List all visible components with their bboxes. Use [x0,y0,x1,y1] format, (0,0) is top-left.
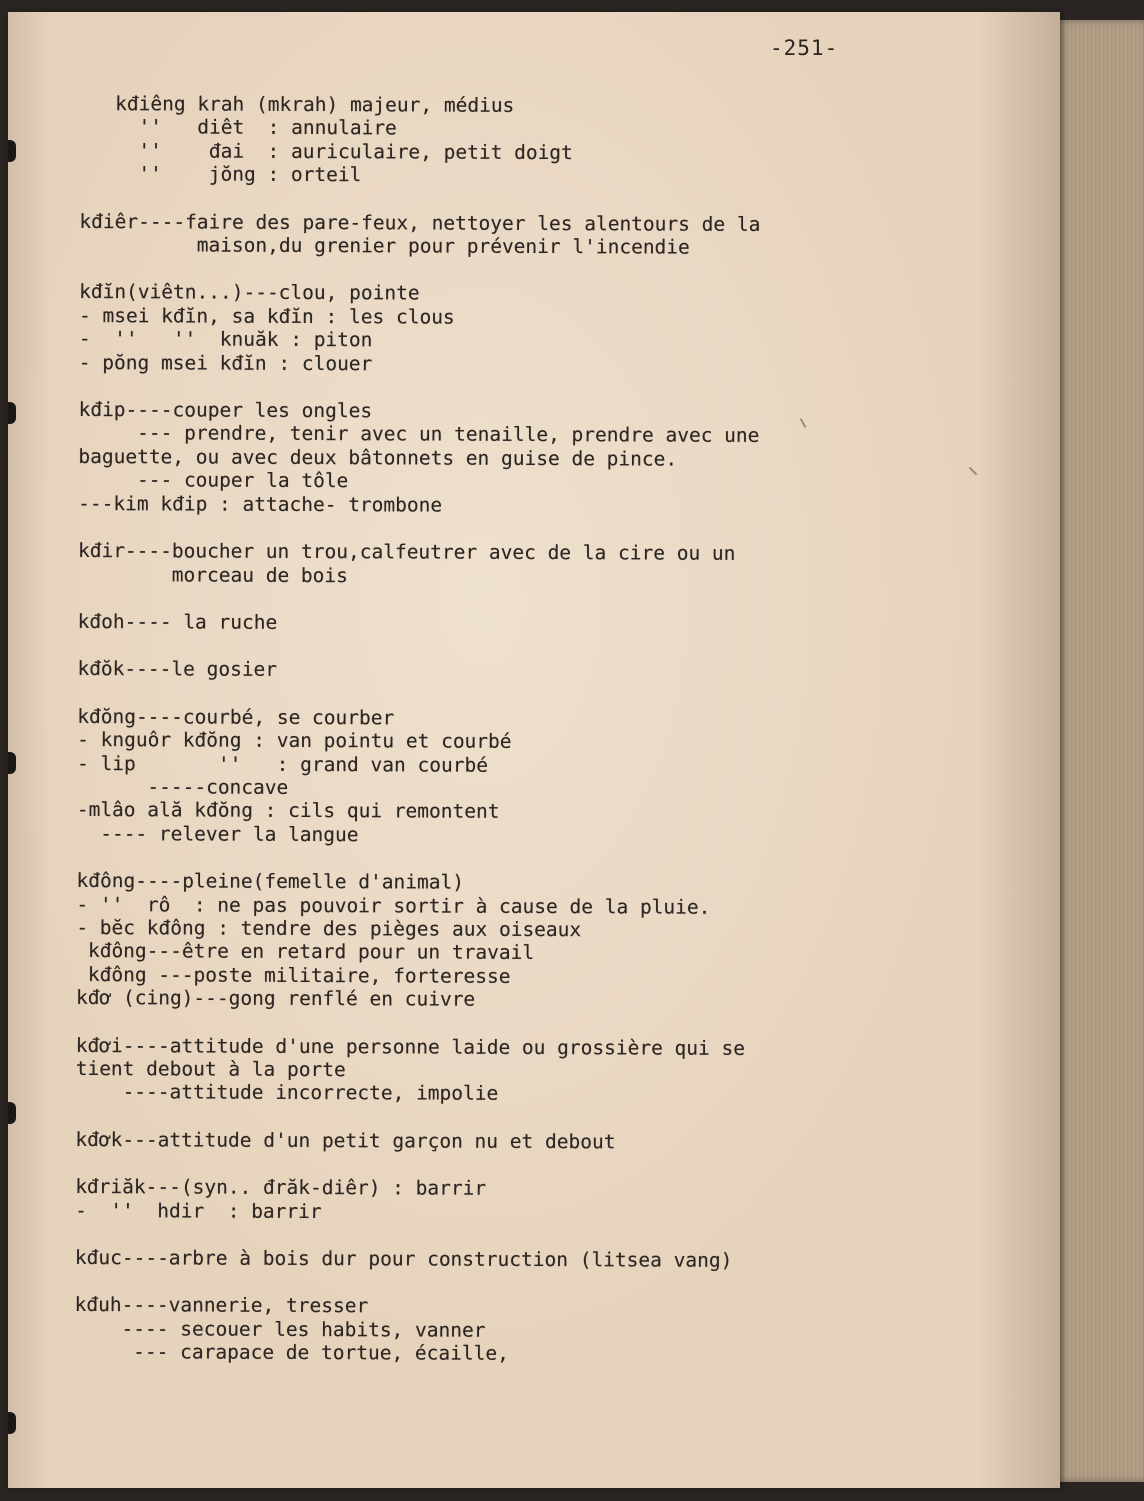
dictionary-entry [78,610,958,637]
entry-headword-line: kđŏng----courbé, se courber [77,704,395,730]
entry-subline: - '' '' knuăk : piton [78,327,373,352]
entry-subline: tient debout à la porte [75,1056,346,1082]
entry-subline: kđơ (cing)---gong renflé en cuivre [75,986,476,1011]
dictionary-entry [77,705,958,849]
entry-subline: - lip '' : grand van courbé [77,751,489,777]
entry-headword-line: kđông----pleine(femelle d'animal) [76,869,465,894]
dictionary-entry [77,657,957,684]
dictionary-entries [74,92,960,1367]
entry-headword-line: kđoh---- la ruche [77,609,278,634]
entry-subline: ---- relever la langue [76,821,359,846]
dictionary-entry [76,1034,956,1108]
entry-headword-line: kđơk---attitude d'un petit garçon nu et debout [75,1127,616,1154]
entry-subline: morceau de bois [77,562,348,587]
entry-subline: '' diêt : annulaire [79,115,397,140]
entry-headword-line: kđir----boucher un trou,calfeutrer avec de la cire ou un [77,539,736,565]
entry-headword-line: kđơi----attitude d'une personne laide ou grossière qui se [75,1033,746,1060]
entry-subline: - knguôr kđŏng : van pointu et courbé [77,728,512,754]
dictionary-entry [74,1293,954,1367]
entry-headword-line: kđĭn(viêtn...)---clou, pointe [79,280,420,305]
entry-subline: - '' rô : ne pas pouvoir sortir à cause de la pluie. [76,892,711,919]
entry-headword-line: kđuc----arbre à bois dur pour construction (litsea vang) [74,1246,733,1272]
entry-headword-line: kđŏk----le gosier [77,657,278,682]
entry-subline: kđông---être en retard pour un travail [76,939,535,965]
binding-hole [8,402,16,424]
dictionary-entry [76,869,957,1013]
binding-hole [8,1412,16,1434]
entry-subline: - msei kđĭn, sa kđĭn : les clous [78,303,455,329]
dictionary-entry [80,92,960,189]
entry-subline: ---- secouer les habits, vanner [74,1316,486,1342]
entry-subline: --- carapace de tortue, écaille, [74,1340,509,1366]
entry-headword-line: kđriăk---(syn.. đrăk-diêr) : barrir [75,1175,487,1201]
binding-hole [8,140,16,162]
entry-subline: ----attitude incorrecte, impolie [75,1080,499,1106]
entry-subline: --- prendre, tenir avec un tenaille, prendre avec une [78,421,760,448]
entry-subline: maison,du grenier pour prévenir l'incendie [79,233,690,259]
entry-subline: '' jŏng : orteil [79,162,362,187]
entry-subline: '' đai : auriculaire, petit doigt [79,138,573,164]
dictionary-entry [78,539,958,590]
entry-subline: -----concave [76,774,289,799]
entry-subline: - bĕc kđông : tendre des pièges aux oiseaux [76,915,582,942]
entry-subline: --- couper la tôle [78,468,349,493]
entry-headword-line: kđip----couper les ongles [78,398,373,423]
dictionary-entry [75,1175,955,1226]
entry-headword-line: kđiêng krah (mkrah) majeur, médius [79,92,515,117]
entry-subline: - pŏng msei kđĭn : clouer [78,350,373,375]
dictionary-entry [78,398,959,519]
paper-fleck [969,467,977,475]
dictionary-entry [79,280,959,377]
page-number: -251- [770,36,839,60]
binding-hole [8,1102,16,1124]
entry-subline: -mlâo ală kđŏng : cils qui remontent [76,798,500,824]
dictionary-entry [79,210,959,261]
book-page-edges [1056,20,1144,1482]
binding-hole [8,752,16,774]
entry-subline: kđông ---poste militaire, forteresse [76,962,511,988]
entry-subline: ---kim kđip : attache- trombone [78,491,443,517]
dictionary-entry [75,1128,955,1155]
dictionary-entry [75,1246,955,1273]
entry-subline: baguette, ou avec deux bâtonnets en guise de pince. [78,444,678,471]
entry-headword-line: kđuh----vannerie, tresser [74,1293,369,1318]
entry-subline: - '' hdir : barrir [75,1198,322,1223]
entry-headword-line: kđiêr----faire des pare-feux, nettoyer les alentours de la [79,209,761,236]
